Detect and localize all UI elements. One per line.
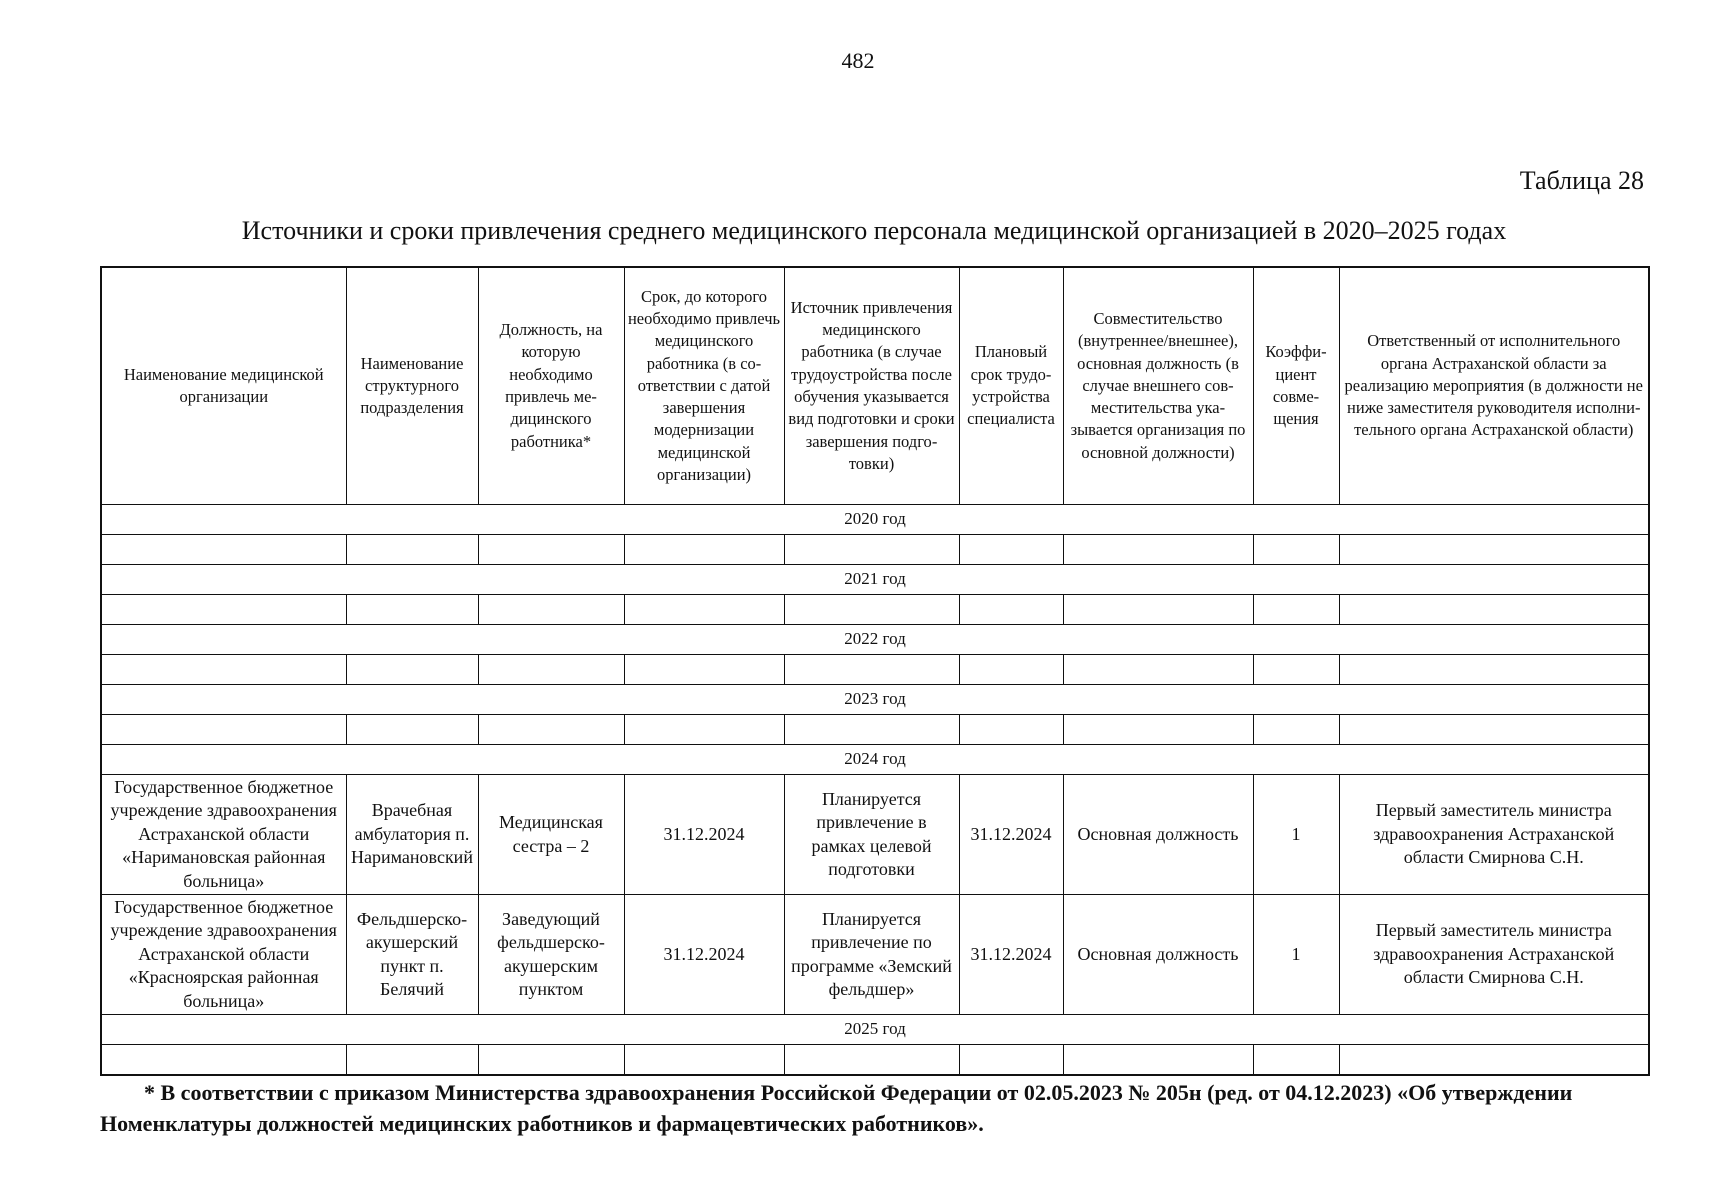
year-label: 2025 год: [101, 1015, 1649, 1045]
table-row: [101, 775, 1649, 895]
cell-source: Планируется привлечение в рамках целевой подготовки: [784, 775, 959, 895]
cell-position: Заведующий фельдшерско-акушерским пунктом: [478, 895, 624, 1015]
year-label: 2021 год: [101, 565, 1649, 595]
footnote: * В соответствии с приказом Министерства здравоохранения Российской Федерации от 02.05.2023 № 205н (ред. от 04.12.2023) «Об утверждении Номенклатуры должностей медицинских работников и фармацевтических работников».: [100, 1080, 1573, 1136]
year-row: [101, 625, 1649, 655]
year-row: [101, 685, 1649, 715]
table-label: Таблица 28: [1519, 166, 1644, 195]
year-label: 2023 год: [101, 685, 1649, 715]
cell-source: Планируется привлечение по программе «Земский фельдшер»: [784, 895, 959, 1015]
col-header-coef: Коэффициент совмещения: [1253, 267, 1339, 505]
cell-deadline: 31.12.2024: [624, 775, 784, 895]
table-row: [101, 895, 1649, 1015]
header-row: [101, 267, 1649, 505]
col-header-deadline: Срок, до которого необходимо привлечь медицинского работника (в соответствии с датой завершения модернизации медицинской организации): [624, 267, 784, 505]
year-row: [101, 505, 1649, 535]
empty-row: [101, 1045, 1649, 1076]
col-header-org: Наименование медицинской организации: [101, 267, 346, 505]
cell-combination: Основная должность: [1063, 895, 1253, 1015]
col-header-responsible: Ответственный от исполнительного органа Астраханской области за реализацию мероприятия (в должности не ниже заместителя руководителя исполнительного органа Астраханской области): [1339, 267, 1649, 505]
year-label: 2024 год: [101, 745, 1649, 775]
staffing-table: [100, 266, 1650, 1076]
empty-row: [101, 535, 1649, 565]
cell-deadline: 31.12.2024: [624, 895, 784, 1015]
cell-planned: 31.12.2024: [959, 895, 1063, 1015]
empty-row: [101, 715, 1649, 745]
year-row: [101, 1015, 1649, 1045]
col-header-source: Источник привлечения медицинского работника (в случае трудоустройства после обучения указывается вид подготовки и сроки завершения подготовки): [784, 267, 959, 505]
col-header-planned: Плановый срок трудоустройства специалиста: [959, 267, 1063, 505]
cell-coef: 1: [1253, 775, 1339, 895]
col-header-position: Должность, на которую необходимо привлечь медицинского работника*: [478, 267, 624, 505]
document-title: Источники и сроки привлечения среднего медицинского персонала медицинской организацией в 2020–2025 годах: [241, 216, 1507, 245]
cell-coef: 1: [1253, 895, 1339, 1015]
cell-planned: 31.12.2024: [959, 775, 1063, 895]
year-label: 2022 год: [101, 625, 1649, 655]
col-header-unit: Наименование структурного подразделения: [346, 267, 478, 505]
cell-responsible: Первый заместитель министра здравоохранения Астраханской области Смирнова С.Н.: [1339, 895, 1649, 1015]
year-row: [101, 745, 1649, 775]
cell-unit: Фельдшерско-акушерский пункт п. Белячий: [346, 895, 478, 1015]
col-header-combination: Совместительство (внутреннее/внешнее), основная должность (в случае внешнего совместительства указывается организация по основной должности): [1063, 267, 1253, 505]
cell-position: Медицинская сестра – 2: [478, 775, 624, 895]
cell-org: Государственное бюджетное учреждение здравоохранения Астраханской области «Красноярская районная больница»: [101, 895, 346, 1015]
page-number: 482: [841, 48, 875, 73]
empty-row: [101, 655, 1649, 685]
cell-responsible: Первый заместитель министра здравоохранения Астраханской области Смирнова С.Н.: [1339, 775, 1649, 895]
cell-org: Государственное бюджетное учреждение здравоохранения Астраханской области «Наримановская районная больница»: [101, 775, 346, 895]
cell-combination: Основная должность: [1063, 775, 1253, 895]
year-label: 2020 год: [101, 505, 1649, 535]
empty-row: [101, 595, 1649, 625]
year-row: [101, 565, 1649, 595]
cell-unit: Врачебная амбулатория п. Наримановский: [346, 775, 478, 895]
